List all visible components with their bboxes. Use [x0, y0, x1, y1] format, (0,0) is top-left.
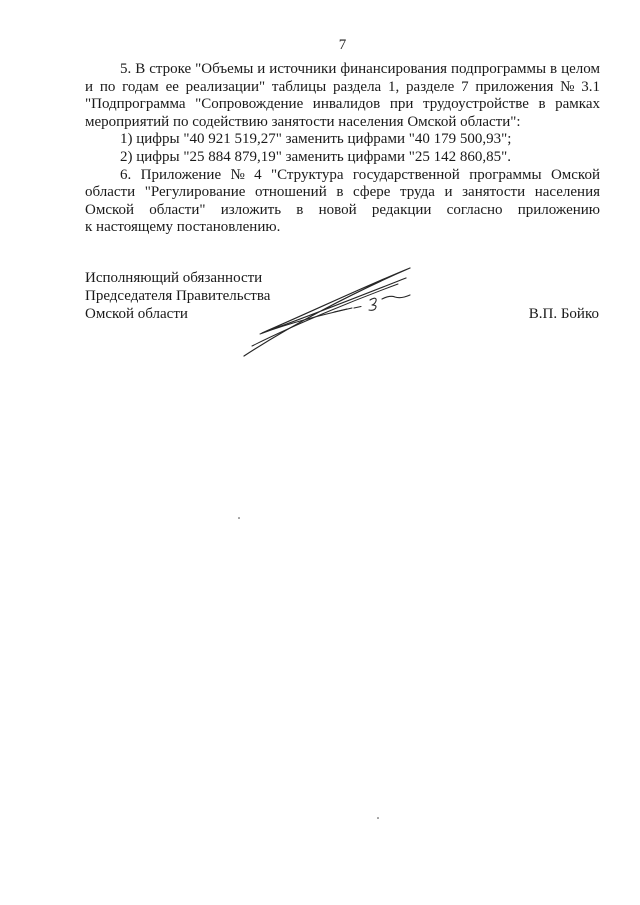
signature-stroke	[354, 307, 361, 309]
scan-speck	[238, 517, 240, 519]
handwritten-signature	[230, 258, 420, 364]
document-body	[85, 61, 600, 237]
signature-stroke	[382, 295, 410, 299]
subitem-2: 2) цифры "25 884 879,19" заменить цифрами "25 142 860,85".	[120, 148, 511, 165]
signer-name: В.П. Бойко	[528, 306, 599, 322]
paragraph-line: 6. Приложение № 4 "Структура государственной программы Омской	[120, 166, 600, 183]
page-number: 7	[338, 37, 347, 53]
signatory-position-line: Председателя Правительства	[85, 288, 271, 304]
paragraph-line: к настоящему постановлению.	[85, 219, 281, 236]
paragraph-line: мероприятий по содействию занятости населения Омской области":	[85, 113, 521, 130]
paragraph-line: Омской области" изложить в новой редакции согласно приложению	[85, 201, 600, 218]
paragraph-line: области "Регулирование отношений в сфере труда и занятости населения	[85, 184, 600, 201]
paragraph-item-5	[85, 61, 600, 131]
paragraph-item-6	[85, 167, 600, 237]
subitem-1: 1) цифры "40 921 519,27" заменить цифрами "40 179 500,93";	[120, 131, 512, 148]
paragraph-line: и по годам ее реализации" таблицы раздела 1, разделе 7 приложения № 3.1	[85, 78, 600, 95]
signatory-position-line: Исполняющий обязанности	[85, 270, 263, 286]
paragraph-line: "Подпрограмма "Сопровождение инвалидов при трудоустройстве в рамках	[85, 96, 600, 113]
scan-speck	[377, 817, 379, 819]
signature-stroke	[334, 309, 347, 312]
signature-stroke	[369, 298, 376, 310]
paragraph-line: 5. В строке "Объемы и источники финансирования подпрограммы в целом	[120, 61, 600, 77]
signatory-position-line: Омской области	[85, 306, 188, 322]
